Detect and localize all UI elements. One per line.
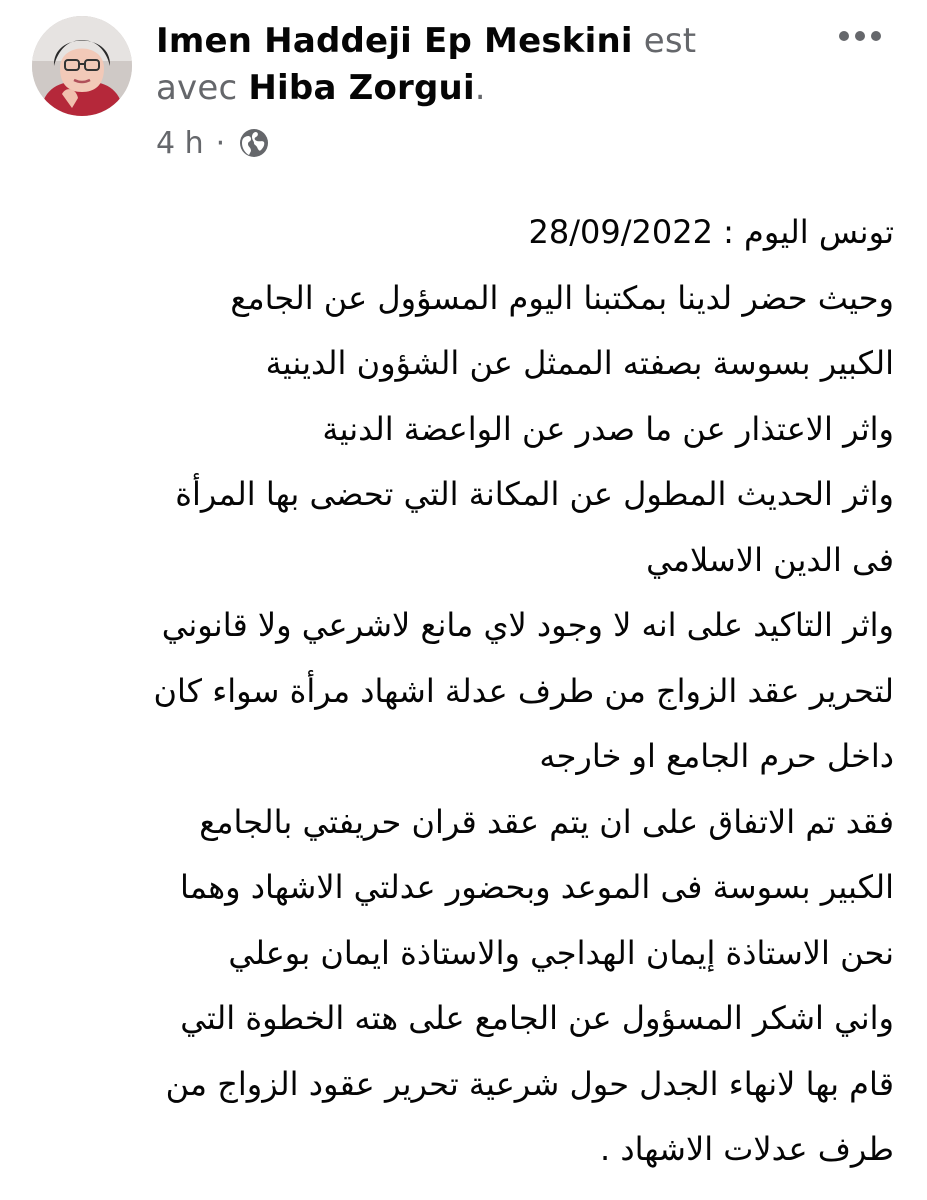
with-prefix: avec bbox=[156, 68, 238, 108]
author-name[interactable]: Imen Haddeji Ep Meskini bbox=[156, 21, 633, 61]
post-line: وحيث حضر لدينا بمكتبنا اليوم المسؤول عن الجامع bbox=[230, 278, 894, 317]
avatar[interactable] bbox=[32, 16, 132, 116]
post-line: الكبير بسوسة فى الموعد وبحضور عدلتي الاشهاد وهما bbox=[180, 868, 894, 906]
post-header bbox=[0, 0, 927, 180]
with-text: est bbox=[643, 21, 697, 61]
post-line: فقد تم الاتفاق على ان يتم عقد قران حريفتي بالجامع bbox=[199, 802, 894, 841]
post-line: نحن الاستاذة إيمان الهداجي والاستاذة ايمان بوعلي bbox=[228, 933, 894, 972]
tag-suffix: . bbox=[474, 68, 486, 108]
post-line: واثر الحديث المطول عن المكانة التي تحضى بها المرأة bbox=[175, 475, 894, 513]
post-line: داخل حرم الجامع او خارجه bbox=[539, 737, 894, 775]
meta-separator: · bbox=[215, 125, 226, 161]
post-line: قام بها لانهاء الجدل حول شرعية تحرير عقود الزواج من bbox=[165, 1064, 894, 1103]
post-time[interactable]: 4 h bbox=[156, 125, 204, 161]
post-line: فى الدين الاسلامي bbox=[646, 540, 894, 579]
post-text bbox=[40, 200, 894, 1183]
post-line: الكبير بسوسة بصفته الممثل عن الشؤون الدينية bbox=[265, 344, 894, 382]
post-line: واثر الاعتذار عن ما صدر عن الواعضة الدنية bbox=[322, 409, 894, 448]
post-meta bbox=[156, 122, 269, 164]
post-line: واني اشكر المسؤول عن الجامع على هته الخطوة التي bbox=[180, 999, 894, 1037]
more-horizontal-icon[interactable] bbox=[832, 18, 888, 54]
post-line: طرف عدلات الاشهاد . bbox=[600, 1130, 894, 1168]
globe-icon[interactable] bbox=[239, 128, 269, 158]
tagged-name[interactable]: Hiba Zorgui bbox=[248, 68, 475, 108]
post-line: تونس اليوم : 28/09/2022 bbox=[528, 213, 894, 251]
post-line: لتحرير عقد الزواج من طرف عدلة اشهاد مرأة سواء كان bbox=[153, 671, 894, 710]
post-author-line bbox=[156, 18, 796, 112]
post-line: واثر التاكيد على انه لا وجود لاي مانع لاشرعي ولا قانوني bbox=[161, 606, 894, 644]
